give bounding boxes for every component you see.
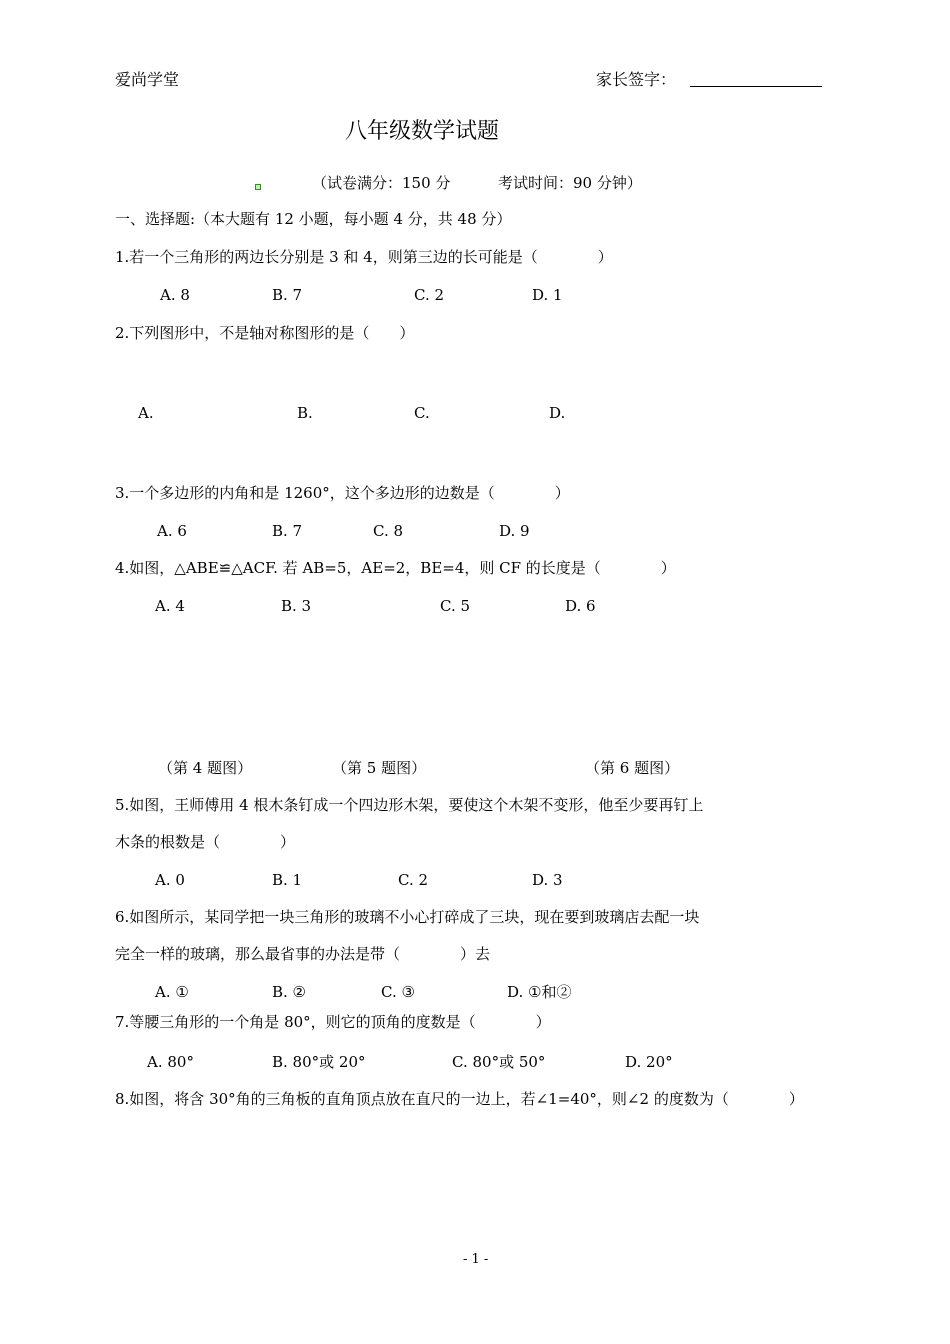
q3-option-c: C. 8 <box>373 522 404 540</box>
q5-option-d: D. 3 <box>532 871 563 889</box>
q1-option-b: B. 7 <box>272 286 303 304</box>
page-title: 八年级数学试题 <box>345 119 500 144</box>
full-score-info: （试卷满分：150 分 <box>312 174 451 192</box>
q7-option-a: A. 80° <box>147 1053 194 1071</box>
q4-option-d: D. 6 <box>565 597 596 615</box>
q3-option-d: D. 9 <box>499 522 530 540</box>
q3-option-a: A. 6 <box>157 522 187 540</box>
q4-option-b: B. 3 <box>281 597 312 615</box>
q6-option-c: C. ③ <box>381 983 415 1001</box>
figure-caption-q5: （第 5 题图） <box>332 759 427 777</box>
question-2-stem: 2.下列图形中，不是轴对称图形的是（ ） <box>115 324 415 342</box>
q7-option-c: C. 80°或 50° <box>452 1053 546 1071</box>
question-7-stem: 7.等腰三角形的一个角是 80°，则它的顶角的度数是（ ） <box>115 1013 551 1031</box>
page-number: - 1 - <box>463 1252 489 1267</box>
question-6-stem-line2: 完全一样的玻璃，那么最省事的办法是带（ ）去 <box>115 945 491 963</box>
q6-option-b: B. ② <box>272 983 307 1001</box>
q2-option-d: D. <box>549 404 566 422</box>
question-1-stem: 1.若一个三角形的两边长分别是 3 和 4，则第三边的长可能是（ ） <box>115 248 613 266</box>
figure-caption-q4: （第 4 题图） <box>158 759 253 777</box>
parent-signature-line[interactable] <box>690 86 822 87</box>
exam-time-info: 考试时间：90 分钟） <box>498 174 642 192</box>
section-heading: 一、选择题:（本大题有 12 小题，每小题 4 分，共 48 分） <box>115 210 512 228</box>
q1-option-a: A. 8 <box>160 286 190 304</box>
q7-option-b: B. 80°或 20° <box>272 1053 366 1071</box>
q7-option-d: D. 20° <box>625 1053 673 1071</box>
q5-option-c: C. 2 <box>398 871 429 889</box>
q3-option-b: B. 7 <box>272 522 303 540</box>
question-4-stem: 4.如图，△ABE≌△ACF. 若 AB=5，AE=2，BE=4，则 CF 的长度是（ ） <box>115 559 676 577</box>
q5-option-b: B. 1 <box>272 871 303 889</box>
parent-signature-label: 家长签字： <box>596 70 677 89</box>
q2-option-a: A. <box>138 404 154 422</box>
q1-option-c: C. 2 <box>414 286 445 304</box>
q4-option-c: C. 5 <box>440 597 471 615</box>
q5-option-a: A. 0 <box>155 871 185 889</box>
q4-option-a: A. 4 <box>155 597 185 615</box>
q2-option-c: C. <box>414 404 430 422</box>
small-green-mark <box>255 184 261 190</box>
q6-option-d: D. ①和② <box>507 983 572 1001</box>
question-3-stem: 3.一个多边形的内角和是 1260°，这个多边形的边数是（ ） <box>115 484 570 502</box>
question-6-stem-line1: 6.如图所示，某同学把一块三角形的玻璃不小心打碎成了三块，现在要到玻璃店去配一块 <box>115 908 700 926</box>
q6-option-a: A. ① <box>155 983 189 1001</box>
question-5-stem-line1: 5.如图，王师傅用 4 根木条钉成一个四边形木架，要使这个木架不变形，他至少要再钉上 <box>115 796 704 814</box>
question-8-stem: 8.如图，将含 30°角的三角板的直角顶点放在直尺的一边上，若∠1=40°，则∠2 的度数为（ ） <box>115 1090 804 1108</box>
q2-option-b: B. <box>297 404 313 422</box>
q1-option-d: D. 1 <box>532 286 563 304</box>
question-5-stem-line2: 木条的根数是（ ） <box>115 833 296 851</box>
figure-caption-q6: （第 6 题图） <box>585 759 680 777</box>
school-name: 爱尚学堂 <box>115 70 180 89</box>
